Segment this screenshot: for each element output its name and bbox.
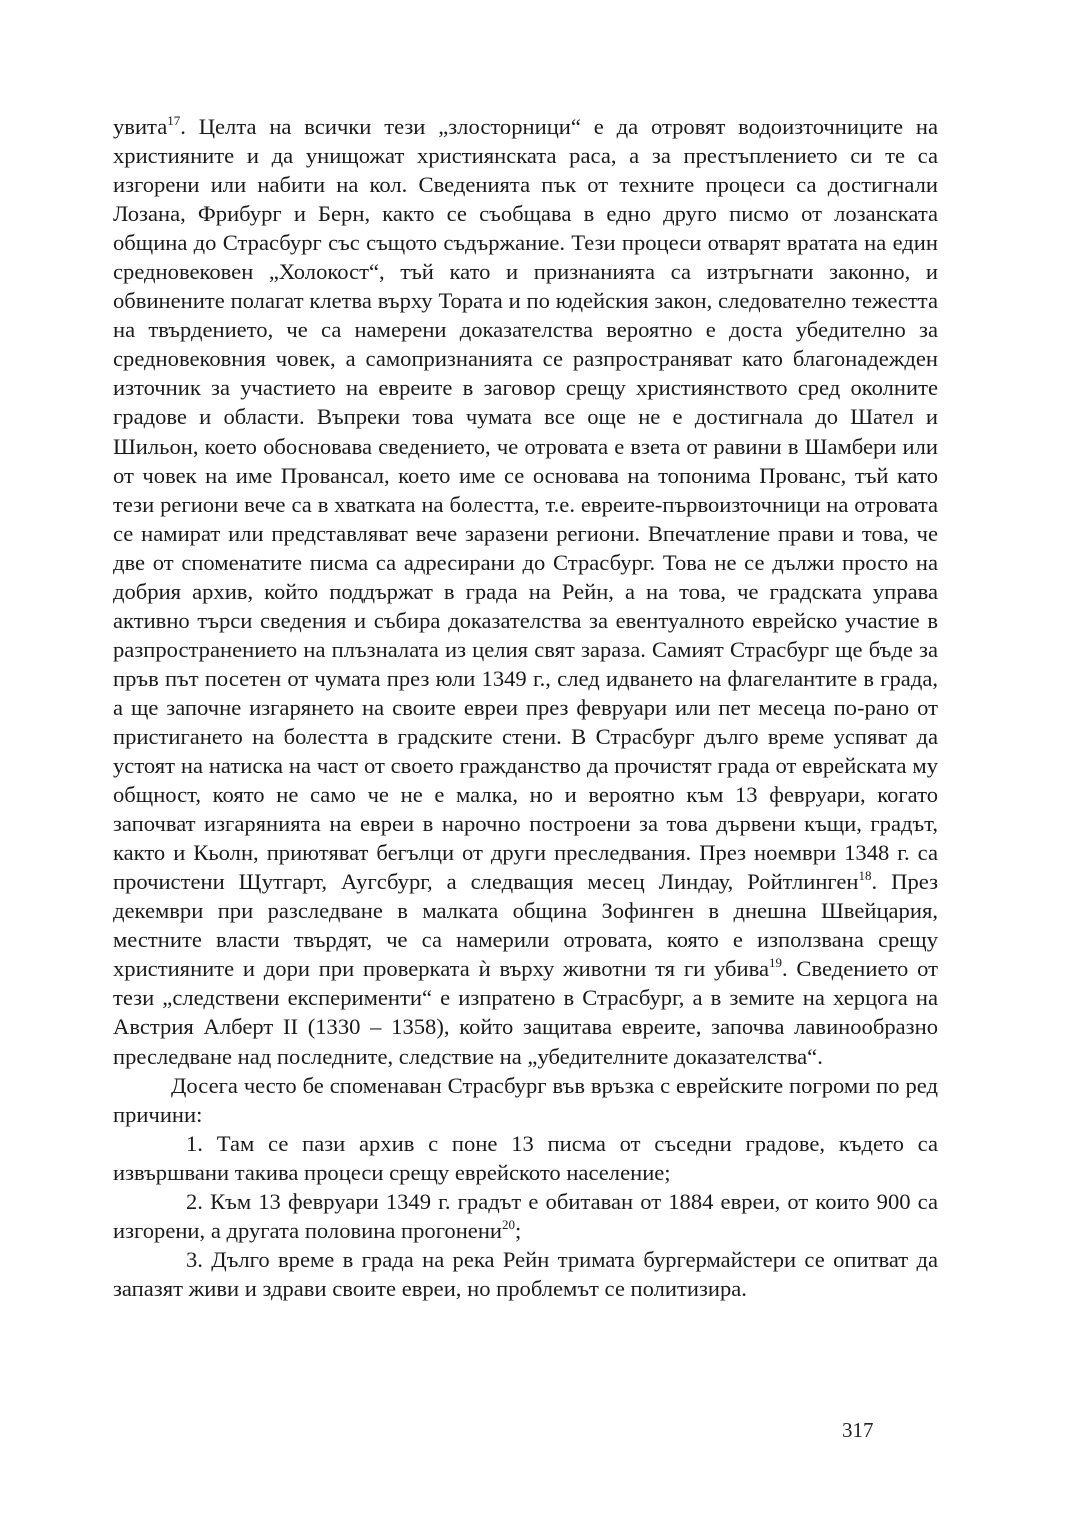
body-paragraph-2: Досега често бе споменаван Страсбург във връзка с еврейските погроми по ред причини: — [113, 1072, 938, 1127]
body-paragraph-1 — [113, 112, 938, 1071]
footnote-ref-17[interactable]: 17 — [167, 113, 181, 128]
page-body — [113, 112, 938, 1303]
paragraph-1-text-c: . През декември при разследване в малката община Зофинген в днешна Швейцария, местните власти твърдят, че са намерили отровата, която е използвана срещу християните и дори при проверката ѝ върху животни тя ги убива — [113, 869, 938, 982]
footnote-ref-20[interactable]: 20 — [502, 1216, 516, 1232]
list-item-2 — [113, 1187, 938, 1245]
list-item-2-text-a: 2. Към 13 февруари 1349 г. градът е обитаван от 1884 евреи, от които 900 са изгорени, а другата половина прогонени — [113, 1188, 938, 1243]
footnote-ref-19[interactable]: 19 — [768, 955, 782, 971]
list-item-1: 1. Там се пази архив с поне 13 писма от съседни градове, където са извършвани такива процеси срещу еврейското население; — [113, 1130, 938, 1185]
footnote-ref-18[interactable]: 18 — [858, 868, 872, 884]
paragraph-1-text-b: . Целта на всички тези „злосторници“ е да отровят водоизточниците на християните и да унищожат християнската раса, а за престъплението си те са изгорени или набити на кол. Сведенията пък от техните процеси са достигнали Лозана, Фрибург и Берн, както се съобщава в едно друго писмо от лозанската община до Страсбург със същото съдържание. Тези процеси отварят вратата на един средновековен „Холокост“, тъй като и признанията са изтръгнати законно, и обвинените полагат клетва върху Тората и по юдейския закон, следователно тежестта на твърдението, че са намерени доказателства вероятно е доста убедително за средновековния човек, а самопризнанията се разпространяват като благонадежден източник за участието на евреите в заговор срещу християнството сред околните градове и области. Въпреки това чумата все още не е достигнала до Шател и Шильон, което обосновава сведението, че отровата е взета от равини в Шамбери или от човек на име Провансал, което име се основава на топонима Прованс, тъй като тези региони вече са в хватката на болестта, т.е. евреите-първоизточници на отровата се намират или представляват вече заразени региони. Впечатление прави и това, че две от споменатите писма са адресирани до Страсбург. Това не се дължи просто на добрия архив, който поддържат в града на Рейн, а на това, че градската управа активно търси сведения и събира доказателства за евентуалното еврейско участие в разпространението на плъзналата из целия свят зараза. Самият Страсбург ще бъде за пръв път посетен от чумата през юли 1349 г., след идването на флагелантите в града, а ще започне изгарянето на своите евреи през февруари или пет месеца по-рано от пристигането на болестта в градските стени. В Страсбург дълго време успяват да устоят на натиска на част от своето гражданство да прочистят града от еврейската му общност, която не само че не е малка, но и вероятно към 13 февруари, когато започват изгарянията на евреи в нарочно построени за това дървени къщи, градът, както и Кьолн, приютяват бегълци от други преследвания. През ноември 1348 г. са прочистени Щутгарт, Аугсбург, а следващия месец Линдау, Ройтлинген — [113, 114, 938, 895]
page-number: 317 — [842, 1418, 874, 1442]
paragraph-1-text-a: увита — [113, 114, 168, 139]
list-item-2-text-b: ; — [515, 1217, 522, 1243]
paragraph-1-text-d: . Сведението от тези „следствени експерименти“ е изпратено в Страсбург, а в земите на херцога на Австрия Алберт II (1330 – 1358), който защитава евреите, започва лавинообразно преследване над последните, следствие на „убедителните доказателства“. — [113, 956, 939, 1069]
list-item-3: 3. Дълго време в града на река Рейн тримата бургермайстери се опитват да запазят живи и здрави своите евреи, но проблемът се политизира. — [113, 1246, 938, 1301]
